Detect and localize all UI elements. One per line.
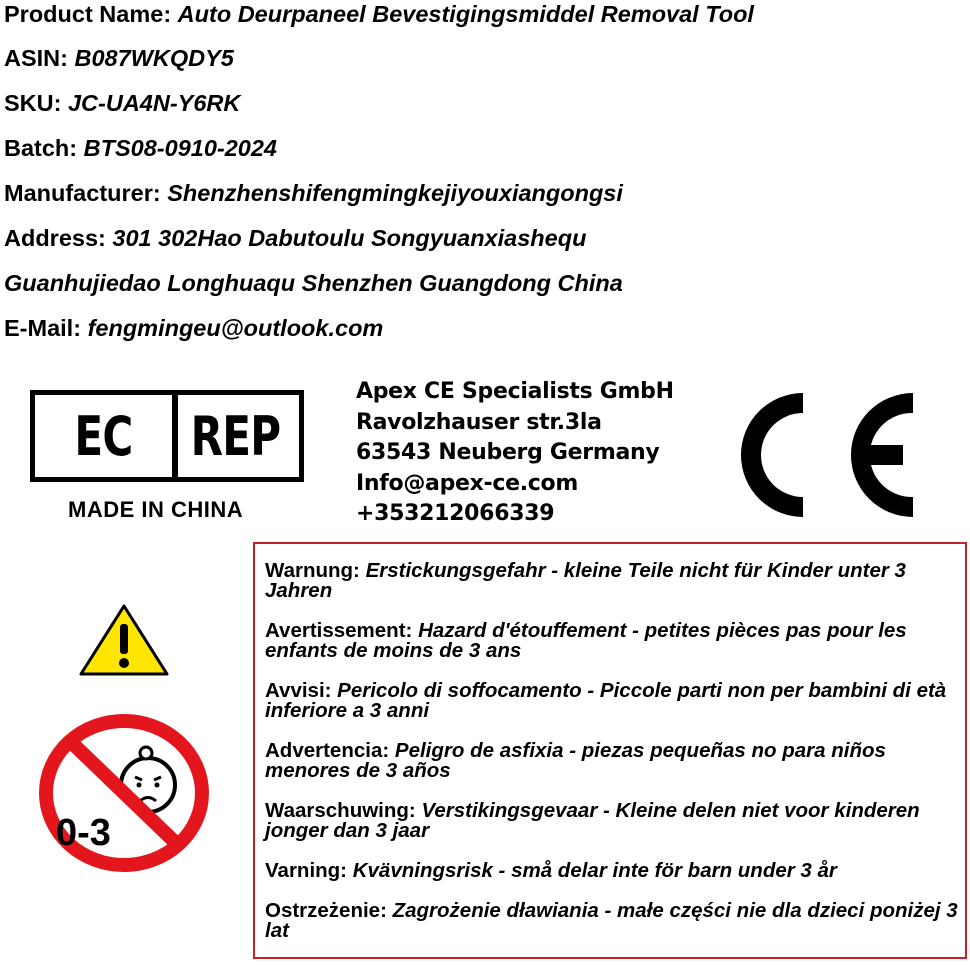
asin-label: ASIN:	[4, 45, 68, 71]
warning-sv-text: Kvävningsrisk - små delar inte för barn under 3 år	[352, 859, 837, 882]
email-value: fengmingeu@outlook.com	[87, 315, 384, 341]
sku-line	[4, 89, 240, 117]
address-line	[4, 224, 586, 252]
warning-fr	[265, 621, 965, 661]
manufacturer-label: Manufacturer:	[4, 180, 161, 206]
warning-pl-label: Ostrzeżenie:	[265, 899, 387, 922]
warning-sv	[265, 861, 965, 881]
ec-rep-divider	[172, 395, 178, 477]
manufacturer-value: Shenzhenshifengmingkejiyouxiangongsi	[167, 180, 623, 206]
address-value: 301 302Hao Dabutoulu Songyuanxiashequ	[112, 225, 587, 251]
product-name-value: Auto Deurpaneel Bevestigingsmiddel Removal Tool	[177, 1, 754, 27]
manufacturer-line	[4, 179, 623, 207]
no-children-under-3-icon	[36, 713, 212, 873]
email-label: E-Mail:	[4, 315, 82, 341]
ce-c-shape	[741, 393, 803, 517]
sku-value: JC-UA4N-Y6RK	[67, 90, 241, 116]
warning-nl-text: Verstikingsgevaar - Kleine delen niet voor kinderen jonger dan 3 jaar	[265, 799, 920, 842]
batch-line	[4, 134, 277, 162]
ec-rep-left: EC	[74, 404, 133, 468]
ce-mark-icon	[733, 385, 923, 525]
warning-it	[265, 681, 965, 721]
batch-label: Batch:	[4, 135, 78, 161]
product-name-label: Product Name:	[4, 1, 172, 27]
rep-email: Info@apex-ce.com	[356, 470, 578, 496]
warning-pl-text: Zagrożenie dławiania - małe części nie dla dzieci poniżej 3 lat	[265, 899, 958, 942]
ec-rep-right: REP	[190, 404, 281, 468]
warning-de	[265, 561, 965, 601]
address-value-2: Guanhujiedao Longhuaqu Shenzhen Guangdong China	[4, 270, 623, 296]
asin-line	[4, 44, 234, 72]
ec-rep-mark	[30, 390, 304, 482]
warning-es-label: Advertencia:	[265, 739, 390, 762]
warning-fr-text: Hazard d'étouffement - petites pièces pas pour les enfants de moins de 3 ans	[265, 619, 907, 662]
rep-street: Ravolzhauser str.3la	[356, 409, 602, 435]
address-line-2	[4, 269, 623, 297]
warning-sv-label: Varning:	[265, 859, 348, 882]
warning-es	[265, 741, 965, 781]
warning-box	[253, 542, 967, 959]
warning-it-text: Pericolo di soffocamento - Piccole parti non per bambini di età inferiore a 3 anni	[265, 679, 947, 722]
warning-de-text: Erstickungsgefahr - kleine Teile nicht für Kinder unter 3 Jahren	[265, 559, 906, 602]
warning-de-label: Warnung:	[265, 559, 360, 582]
warning-es-text: Peligro de asfixia - piezas pequeñas no para niños menores de 3 años	[265, 739, 886, 782]
email-line	[4, 314, 383, 342]
product-name-line	[4, 0, 754, 28]
warning-triangle-icon	[78, 602, 170, 678]
rep-company: Apex CE Specialists GmbH	[356, 379, 674, 404]
address-label: Address:	[4, 225, 106, 251]
warning-it-label: Avvisi:	[265, 679, 332, 702]
warning-nl	[265, 801, 965, 841]
warning-pl	[265, 901, 965, 941]
warning-fr-label: Avertissement:	[265, 619, 413, 642]
made-in-china-label: MADE IN CHINA	[68, 497, 244, 522]
asin-value: B087WKQDY5	[74, 45, 234, 71]
rep-city: 63543 Neuberg Germany	[356, 440, 660, 465]
rep-phone: +353212066339	[356, 501, 555, 526]
ce-e-shape	[851, 393, 913, 517]
warning-nl-label: Waarschuwing:	[265, 799, 416, 822]
sku-label: SKU:	[4, 90, 68, 116]
eu-rep-address	[356, 377, 674, 530]
age-label: 0-3	[56, 812, 111, 854]
batch-value: BTS08-0910-2024	[83, 135, 278, 161]
